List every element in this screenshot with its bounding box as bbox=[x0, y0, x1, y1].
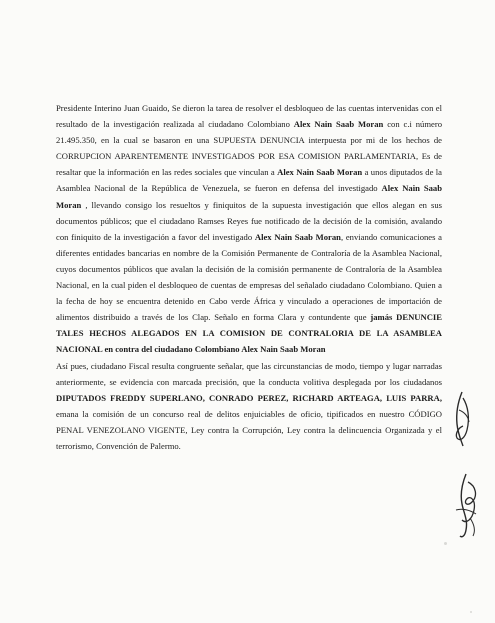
bold-text-run: DIPUTADOS FREDDY SUPERLANO, CONRADO PEREZ, RICHARD ARTEAGA, LUIS PARRA, bbox=[56, 392, 442, 403]
text-run: Presidente Interino Juan Guaido, Se dieron la tarea de resolver el desbloqueo de las cuentas intervenidas con el resultado de la investigación realizada al ciudadano Colombiano bbox=[56, 103, 442, 130]
signature-mark-upper bbox=[448, 388, 478, 450]
text-run: con c.i número 21.495.350, en la cual se basaron en una SUPUESTA DENUNCIA interpuesta por mi de los hechos de CORRUPCION APARENTEMENTE INVESTIGADOS POR ESA COMISION PARLAMENTARIA, Es de resaltar que la información en las redes sociales que vinculan a bbox=[56, 119, 442, 178]
text-run: a unos diputados de la Asamblea Nacional de la República de Venezuela, se fueron en defensa del investigado bbox=[56, 167, 442, 194]
text-run: , llevando consigo los resueltos y finiquitos de la supuesta investigación que ellos alegan en sus documentos públicos; que el ciudadano Ramses Reyes fue notificado de la decisión de la comisión, avalando con finiquito de la investigación a favor del investigado bbox=[56, 199, 442, 242]
bold-text-run: Alex Nain Saab Moran bbox=[277, 167, 363, 178]
signature-mark-lower bbox=[446, 470, 486, 542]
scan-smudge bbox=[444, 542, 447, 545]
bold-text-run: Alex Nain Saab Moran bbox=[254, 231, 341, 242]
paragraph-1 bbox=[56, 100, 442, 358]
bold-text-run: jamás DENUNCIE TALES HECHOS ALEGADOS EN LA COMISION DE CONTRALORIA DE LA ASAMBLEA NACIONAL en contra del ciudadano Colombiano Alex Nain Saab Moran bbox=[56, 312, 442, 355]
body-text bbox=[56, 100, 442, 454]
text-run: Así pues, ciudadano Fiscal resulta congruente señalar, que las circunstancias de modo, tiempo y lugar narradas anteriormente, se evidencia con marcada precisión, que la conducta volitiva desplegada por los ciudadanos bbox=[56, 360, 442, 387]
text-run: , enviando comunicaciones a diferentes entidades bancarias en nombre de la Comisión Permanente de Contraloría de la Asamblea Nacional, cuyos documentos públicos que avalan la decisión de la comisión permanente de Contraloría de la Asamblea Nacional, en la cual piden el desbloqueo de cuentas de empresas del señalado ciudadano Colombiano. Quien a la fecha de hoy se encuentra detenido en Cabo verde África y vinculado a operaciones de importación de alimentos distribuido a través de los Clap. Señalo en forma Clara y contundente que bbox=[56, 231, 443, 323]
bold-text-run: Alex Nain Saab Moran bbox=[56, 183, 443, 210]
paragraph-2 bbox=[56, 358, 442, 455]
text-run: emana la comisión de un concurso real de delitos enjuiciables de oficio, tipificados en nuestro CÓDIGO PENAL VENEZOLANO VIGENTE, Ley contra la Corrupción, Ley contra la delincuencia Organizada y el terrorismo, Convención de Palermo. bbox=[56, 408, 442, 451]
scan-smudge bbox=[470, 611, 472, 613]
bold-text-run: Alex Nain Saab Moran bbox=[293, 119, 384, 130]
